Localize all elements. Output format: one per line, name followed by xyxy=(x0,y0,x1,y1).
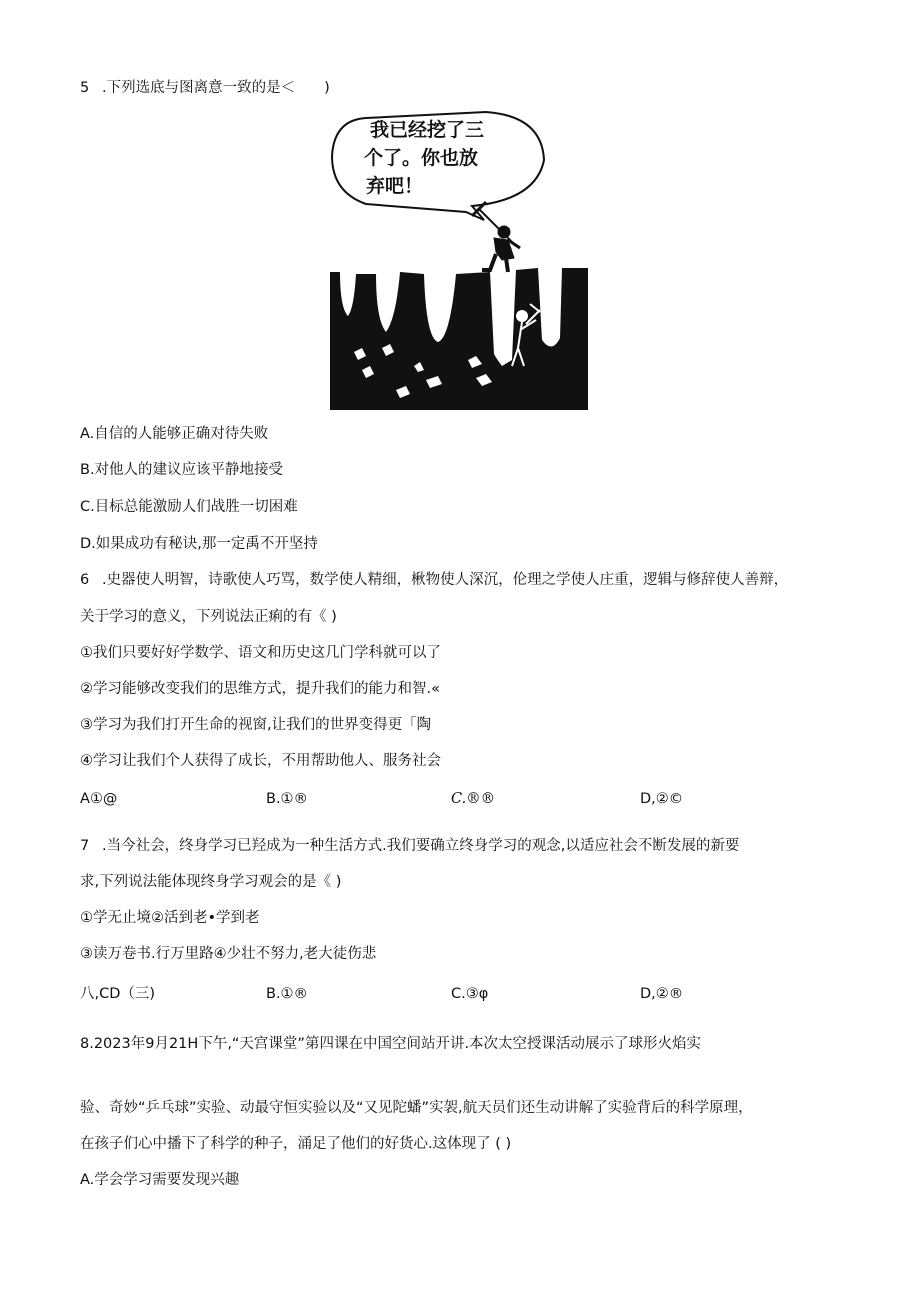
q8-option-a[interactable]: A.学会学习需要发现兴趣 xyxy=(80,1172,240,1188)
q7-option-d[interactable]: D,②® xyxy=(640,986,684,1002)
speech-line-2: 个了。你也放 xyxy=(364,147,479,169)
q5-stem xyxy=(80,78,330,98)
q6-item-3: ③学习为我们打开生命的视窗,让我们的世界变得更「陶 xyxy=(80,717,432,733)
speech-line-1: 我已经挖了三 xyxy=(370,119,485,141)
q6-stem-line2: 关于学习的意义，下列说法正痢的有《 ) xyxy=(80,609,337,625)
q7-stem-text: .当今社会，终身学习已羟成为一种生活方式.我们要确立终身学习的观念,以适应社会不断发展的新要 xyxy=(102,838,740,854)
digger-figure-top xyxy=(472,202,520,272)
speech-line-3: 弃吧！ xyxy=(366,175,424,197)
cartoon-illustration xyxy=(326,108,588,410)
q6-item-2: ②学习能够改变我们的思维方式，提升我们的能力和智.« xyxy=(80,681,440,697)
q7-number: 7 xyxy=(80,838,90,854)
q7-option-a[interactable]: 八,CD（三) xyxy=(80,986,156,1002)
q7-stem-line2: 求,下列说法能体现终身学习观会的是《 ) xyxy=(80,874,342,890)
q8-line-1: 8.2023年9月21H下午,“天宫课堂”第四课在中国空间站开讲.本次太空授课活动展示了球形火焰实 xyxy=(80,1036,702,1052)
q5-option-b[interactable]: B.对他人的建议应该平静地接受 xyxy=(80,462,284,478)
q7-item-1: ①学无止境②活到老•学到老 xyxy=(80,910,260,926)
q6-item-1: ①我们只要好好学数学、语文和历史这几门学科就可以了 xyxy=(80,645,441,661)
q5-option-c[interactable]: C.目标总能激励人们战胜一切困难 xyxy=(80,499,298,515)
q5-option-a[interactable]: A.自信的人能够正确对待失败 xyxy=(80,426,269,442)
q6-item-4: ④学习让我们个人获得了成长，不用帮助他人、服务社会 xyxy=(80,753,441,769)
q5-option-d[interactable]: D.如果成功有秘诀,那一定禹不开坚持 xyxy=(80,536,318,552)
q6-stem-text: .史器使人明智，诗歌使人巧骂，数学使人精细，楸物使人深沉，伦理之学使人庄重，逻辑与修辞使人善辩， xyxy=(102,572,789,588)
q6-stem xyxy=(80,570,788,590)
q8-line-2: 验、奇妙“乒乓球”实验、动最守恒实验以及“又见陀蟠”实袈,航天员们还生动讲解了实验背后的科学原理， xyxy=(80,1100,753,1116)
ground-with-pits xyxy=(330,268,588,410)
q7-option-c[interactable]: C.③φ xyxy=(451,986,489,1002)
q5-stem-text: .下列选底与图离意一致的是＜ ) xyxy=(102,80,330,96)
q8-line-3: 在孩子们心中播下了科学的种子，涌足了他们的好货心.这体现了 ( ) xyxy=(80,1136,512,1152)
q6-option-d[interactable]: D,②© xyxy=(640,791,684,807)
q6-option-c[interactable]: C.®® xyxy=(451,791,496,807)
q5-number: 5 xyxy=(80,80,90,96)
speech-bubble xyxy=(332,112,544,220)
q7-stem xyxy=(80,836,739,856)
q6-number: 6 xyxy=(80,572,90,588)
q6-option-b[interactable]: B.①® xyxy=(266,791,309,807)
q7-item-2: ③读万卷书.行万里路④少壮不努力,老大徒伤悲 xyxy=(80,946,377,962)
q6-option-a[interactable]: A①@ xyxy=(80,791,118,807)
q7-option-b[interactable]: B.①® xyxy=(266,986,309,1002)
